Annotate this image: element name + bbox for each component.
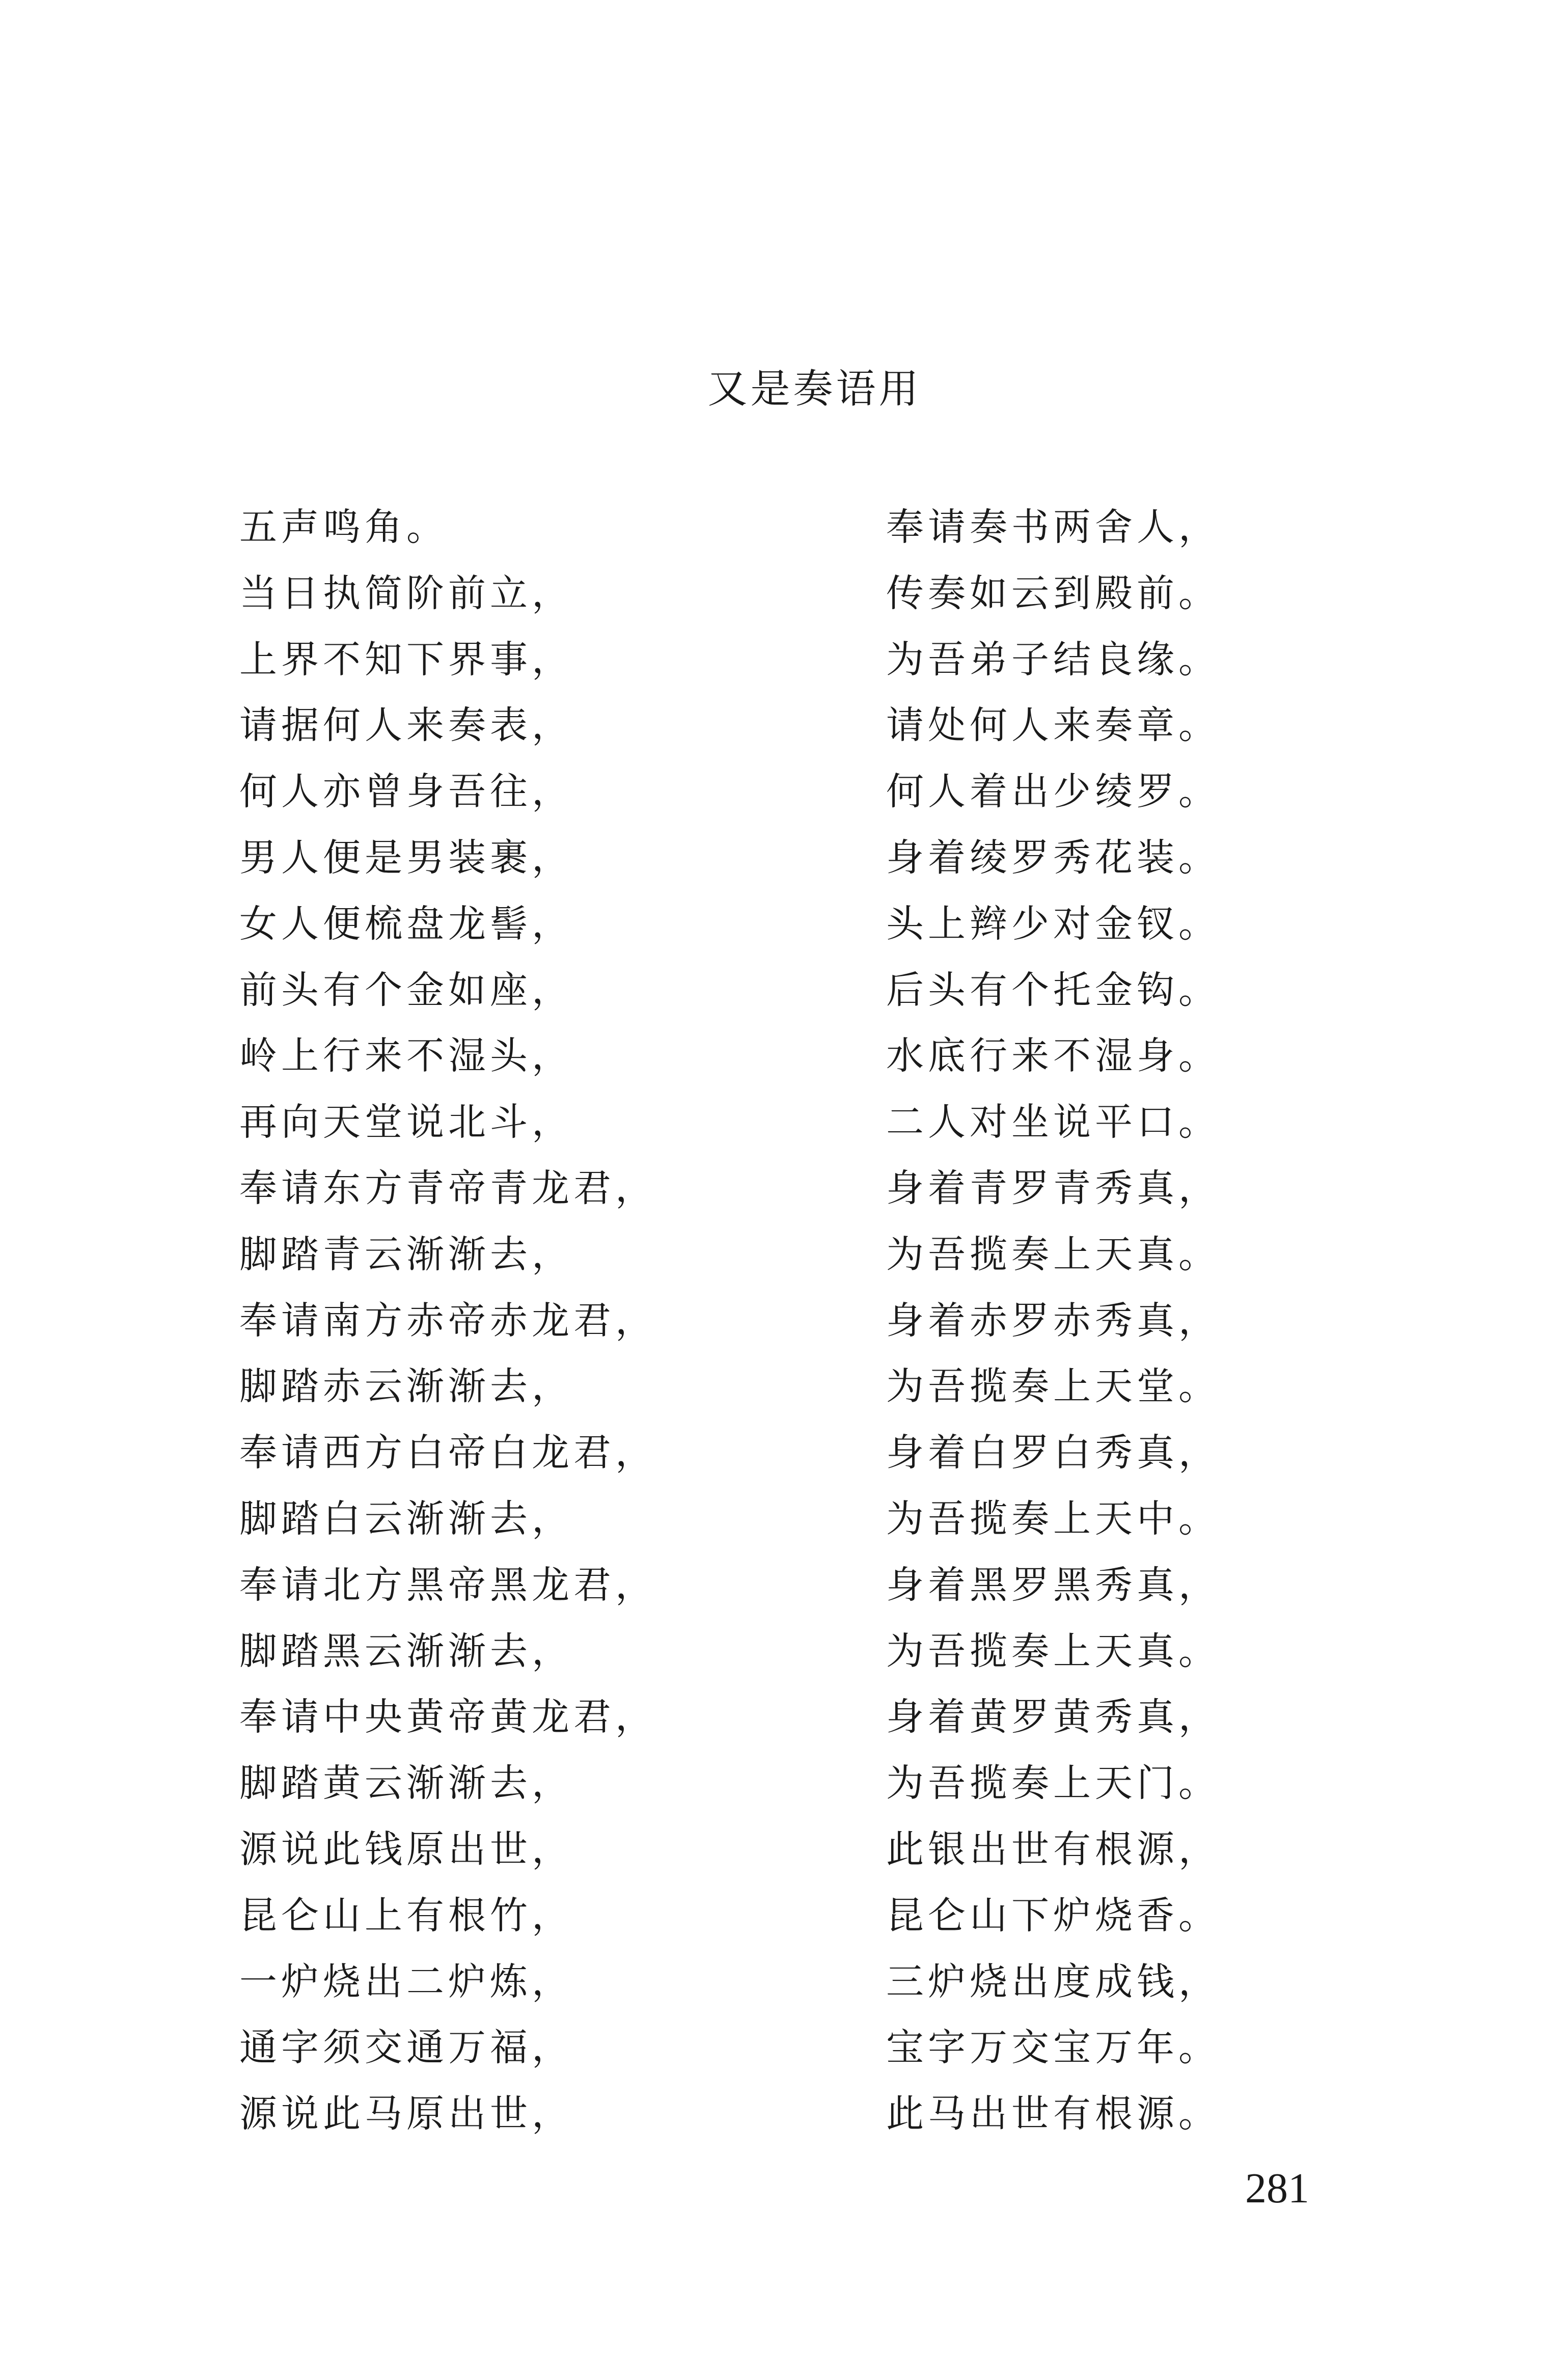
right-verse-line: 请处何人来奏章。 <box>886 703 1220 748</box>
right-verse-line: 身着赤罗赤秀真， <box>886 1298 1220 1343</box>
right-verse-line: 此马出世有根源。 <box>886 2092 1220 2136</box>
left-verse-line: 上界不知下界事， <box>239 637 573 681</box>
right-verse-line: 宝字万交宝万年。 <box>886 2026 1220 2070</box>
left-verse-line: 女人便梳盘龙髻， <box>239 902 573 946</box>
right-verse-column <box>886 502 1220 2154</box>
left-verse-line: 源说此马原出世， <box>239 2092 573 2136</box>
left-verse-line: 当日执简阶前立， <box>239 571 573 615</box>
left-verse-line: 脚踏赤云渐渐去， <box>239 1365 573 1409</box>
left-verse-line: 岭上行来不湿头， <box>239 1034 573 1078</box>
right-verse-line: 身着白罗白秀真， <box>886 1431 1220 1475</box>
page-title: 又是奏语用 <box>707 366 922 412</box>
right-verse-line: 昆仑山下炉烧香。 <box>886 1893 1220 1938</box>
left-verse-line: 脚踏青云渐渐去， <box>239 1232 573 1276</box>
left-verse-line: 奉请南方赤帝赤龙君， <box>239 1298 657 1343</box>
right-verse-line: 水底行来不湿身。 <box>886 1034 1220 1078</box>
right-verse-line: 为吾弟子结良缘。 <box>886 637 1220 681</box>
right-verse-line: 传奏如云到殿前。 <box>886 571 1220 615</box>
right-verse-line: 身着绫罗秀花装。 <box>886 835 1220 880</box>
left-verse-line: 何人亦曾身吾往， <box>239 770 573 814</box>
left-verse-line: 昆仑山上有根竹， <box>239 1893 573 1938</box>
right-verse-line: 二人对坐说平口。 <box>886 1100 1220 1144</box>
right-verse-line: 为吾揽奏上天堂。 <box>886 1365 1220 1409</box>
right-verse-line: 为吾揽奏上天真。 <box>886 1232 1220 1276</box>
right-verse-line: 为吾揽奏上天中。 <box>886 1496 1220 1541</box>
left-verse-line: 奉请西方白帝白龙君， <box>239 1431 657 1475</box>
left-verse-column <box>239 502 657 2154</box>
left-verse-line: 奉请中央黄帝黄龙君， <box>239 1695 657 1739</box>
left-verse-line: 前头有个金如座， <box>239 968 573 1012</box>
right-verse-line: 为吾揽奏上天真。 <box>886 1629 1220 1673</box>
left-verse-line: 一炉烧出二炉炼， <box>239 1959 573 2004</box>
left-verse-line: 男人便是男装裹， <box>239 835 573 880</box>
right-verse-line: 奉请奏书两舍人， <box>886 505 1220 549</box>
left-verse-line: 脚踏白云渐渐去， <box>239 1496 573 1541</box>
right-verse-line: 此银出世有根源， <box>886 1827 1220 1871</box>
right-verse-line: 身着黄罗黄秀真， <box>886 1695 1220 1739</box>
left-verse-line: 五声鸣角。 <box>239 505 448 549</box>
left-verse-line: 脚踏黑云渐渐去， <box>239 1629 573 1673</box>
right-verse-line: 身着黑罗黑秀真， <box>886 1563 1220 1607</box>
left-verse-line: 请据何人来奏表， <box>239 703 573 748</box>
left-verse-line: 再向天堂说北斗， <box>239 1100 573 1144</box>
left-verse-line: 通字须交通万福， <box>239 2026 573 2070</box>
right-verse-line: 后头有个托金钩。 <box>886 968 1220 1012</box>
left-verse-line: 奉请北方黑帝黑龙君， <box>239 1563 657 1607</box>
page-number: 281 <box>1245 2165 1309 2212</box>
right-verse-line: 头上辫少对金钗。 <box>886 902 1220 946</box>
left-verse-line: 脚踏黄云渐渐去， <box>239 1761 573 1806</box>
left-verse-line: 源说此钱原出世， <box>239 1827 573 1871</box>
right-verse-line: 何人着出少绫罗。 <box>886 770 1220 814</box>
right-verse-line: 三炉烧出度成钱， <box>886 1959 1220 2004</box>
left-verse-line: 奉请东方青帝青龙君， <box>239 1166 657 1210</box>
right-verse-line: 身着青罗青秀真， <box>886 1166 1220 1210</box>
right-verse-line: 为吾揽奏上天门。 <box>886 1761 1220 1806</box>
